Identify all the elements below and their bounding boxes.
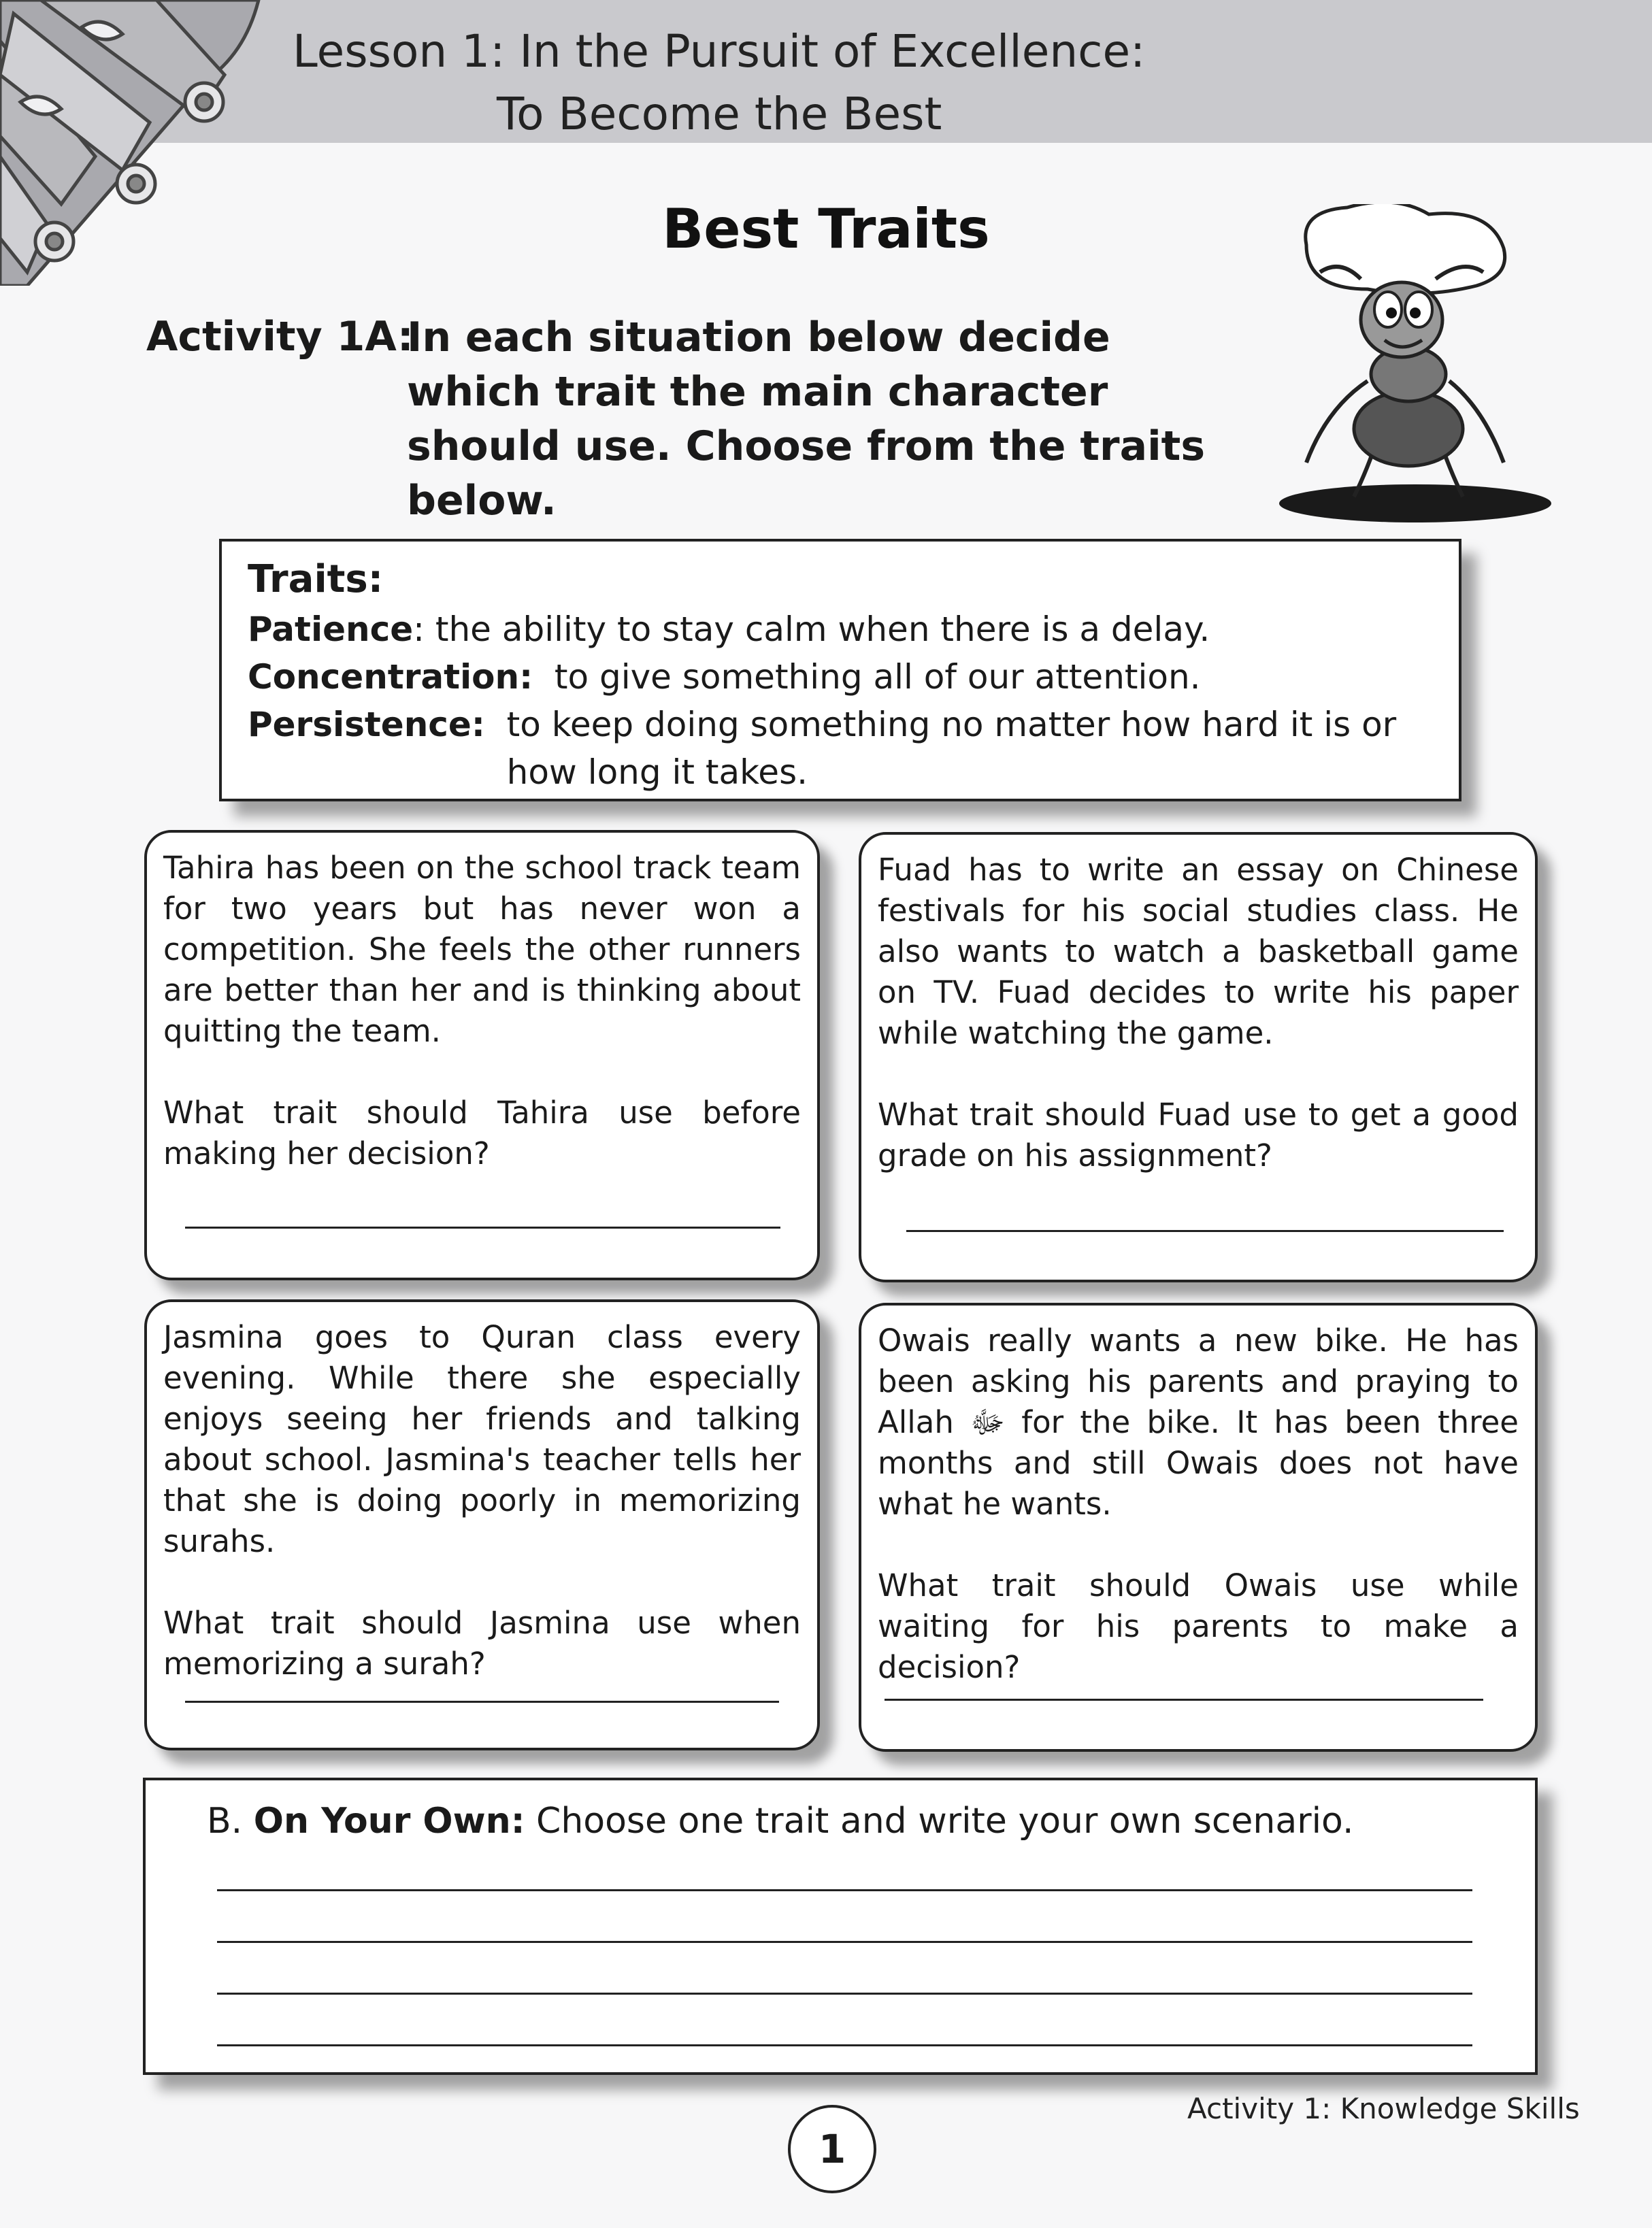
scenario-text: Fuad has to write an essay on Chinese festivals for his social studies class. He also wants to watch a basketball game on TV. Fuad decides to write his paper while watching the game. (878, 852, 1519, 1051)
on-your-own-label: On Your Own: (253, 1801, 525, 1842)
trait-definition: to give something all of our attention. (554, 657, 1201, 697)
write-line[interactable] (217, 1993, 1472, 1995)
trait-definition: to keep doing something no matter how hard it is or how long it takes. (506, 705, 1397, 792)
scenario-question: What trait should Fuad use to get a good grade on his assignment? (878, 1097, 1519, 1174)
answer-line-tahira[interactable] (185, 1227, 780, 1229)
activity-instruction: In each situation below decide which trait the main character should use. Choose from the traits below. (407, 314, 1206, 525)
scenario-text: Tahira has been on the school track team for two years but has never won a competition. She feels the other runners are better than her and is thinking about quitting the team. (163, 850, 801, 1049)
lesson-title-line1: Lesson 1: In the Pursuit of Excellence: (293, 25, 1146, 78)
lesson-title-line2: To Become the Best (497, 88, 942, 140)
scenario-text: Jasmina goes to Quran class every evening. While there she especially enjoys seeing her friends and talking about school. Jasmina's teacher tells her that she is doing poorly in memorizing surahs. (163, 1319, 801, 1559)
lesson-title (293, 20, 1145, 146)
scenario-question: What trait should Tahira use before making her decision? (163, 1095, 801, 1171)
write-line[interactable] (217, 1941, 1472, 1943)
traits-heading: Traits: (248, 557, 384, 601)
scenario-card-jasmina (144, 1299, 820, 1750)
page-title: Best Traits (662, 197, 990, 261)
answer-line-fuad[interactable] (906, 1230, 1504, 1232)
activity-label: Activity 1A: (146, 313, 414, 361)
trait-name: Persistence: (248, 705, 485, 744)
trait-concentration (248, 653, 1433, 701)
scenario-card-fuad (859, 832, 1538, 1282)
scenario-text: Owais really wants a new bike. He has been asking his parents and praying to Allah ﷻ for the bike. It has been three months and still Owais does not have what he wants. (878, 1323, 1519, 1522)
answer-line-owais[interactable] (885, 1699, 1483, 1701)
scenario-card-tahira (144, 830, 820, 1280)
trait-definition: the ability to stay calm when there is a delay. (435, 610, 1210, 649)
trait-name: Patience (248, 610, 414, 649)
scenario-question: What trait should Owais use while waiting for his parents to make a decision? (878, 1567, 1519, 1685)
scenario-card-owais (859, 1303, 1538, 1752)
write-line[interactable] (217, 2044, 1472, 2046)
answer-line-jasmina[interactable] (185, 1701, 779, 1703)
traits-box (219, 539, 1461, 801)
trait-persistence (248, 701, 1433, 796)
ant-mascot-icon (1266, 204, 1551, 524)
on-your-own-prompt: B. On Your Own: Choose one trait and write your own scenario. (207, 1801, 1354, 1842)
on-your-own-box (143, 1778, 1538, 2075)
trait-patience: Patience : the ability to stay calm when there is a delay. (248, 605, 1433, 653)
write-line[interactable] (217, 1889, 1472, 1891)
page-number: 1 (788, 2105, 876, 2193)
trait-name: Concentration: (248, 657, 533, 697)
footer-label: Activity 1: Knowledge Skills (1187, 2092, 1580, 2125)
scenario-question: What trait should Jasmina use when memorizing a surah? (163, 1605, 801, 1682)
